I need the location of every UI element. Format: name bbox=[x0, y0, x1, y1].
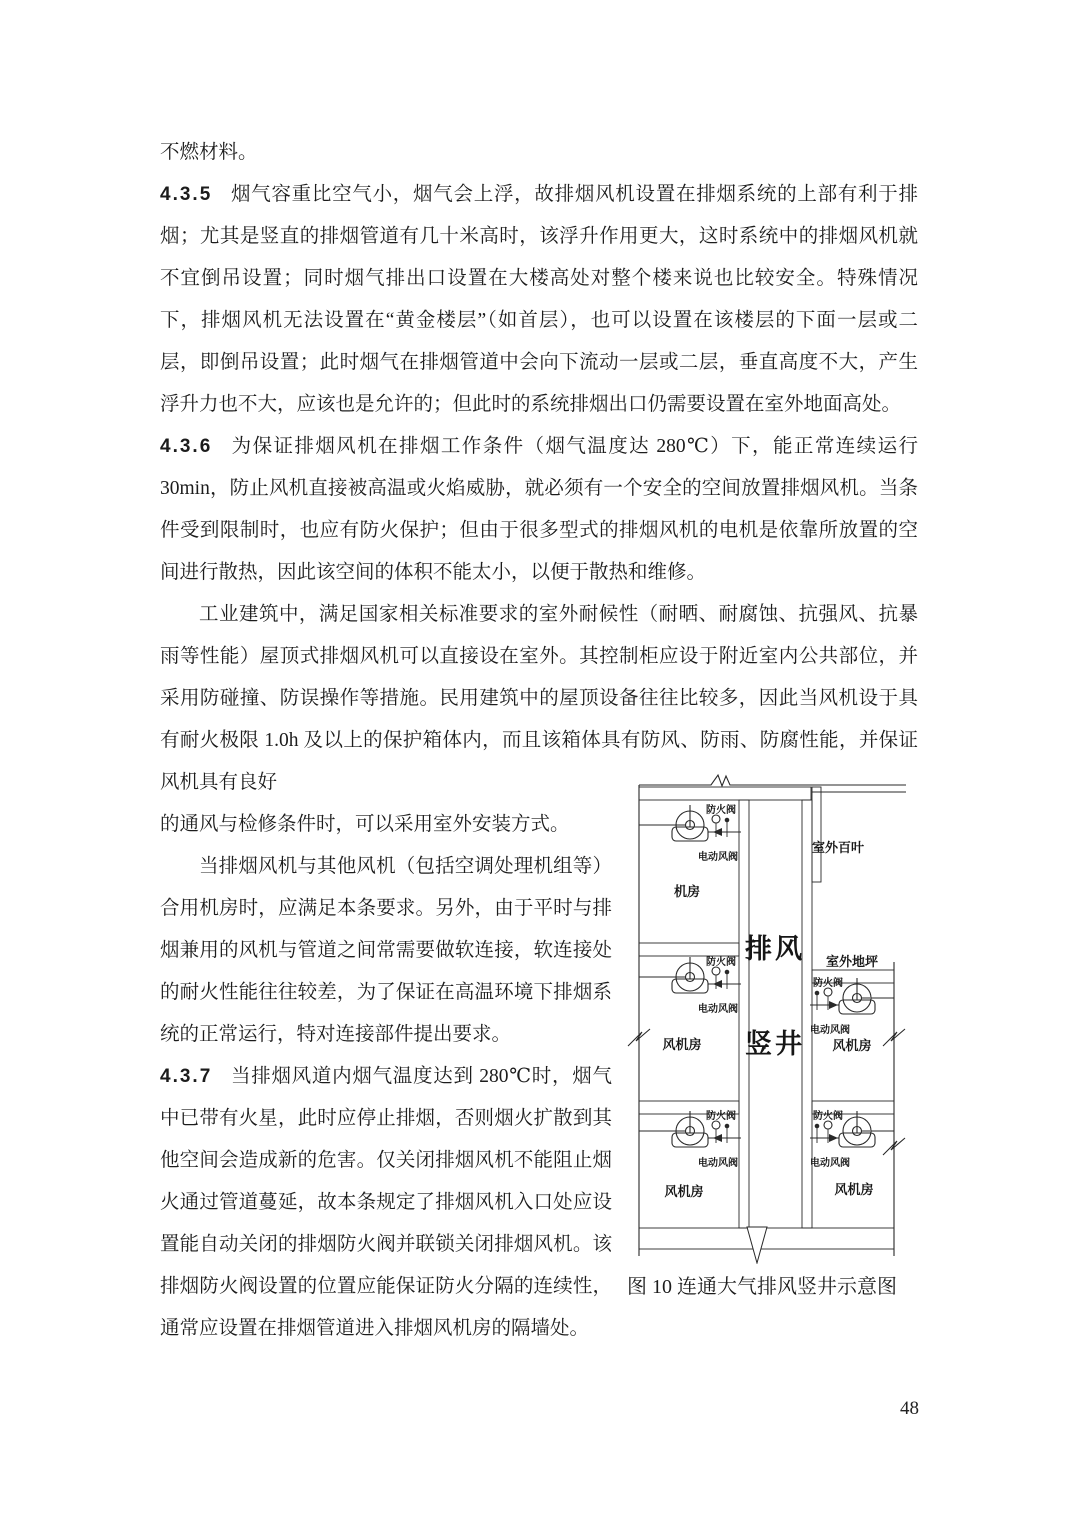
fire-damper-label: 防火阀 bbox=[706, 957, 736, 968]
paragraph-4-3-7 bbox=[160, 1056, 612, 1350]
paragraph-4-3-5 bbox=[160, 174, 918, 426]
page-number: 48 bbox=[900, 1398, 919, 1419]
exhaust-shaft-schematic bbox=[616, 772, 908, 1264]
fan-unit-right bbox=[810, 976, 894, 1036]
paragraph-continuation: 不燃材料。 bbox=[160, 142, 258, 163]
figure-caption: 图 10 连通大气排风竖井示意图 bbox=[627, 1276, 897, 1298]
figure-exhaust-shaft-diagram bbox=[616, 772, 908, 1299]
fire-damper-label: 防火阀 bbox=[813, 978, 843, 989]
shaft-label-line1: 排风 bbox=[745, 934, 805, 964]
fire-damper-label: 防火阀 bbox=[813, 1111, 843, 1122]
shaft-label-line2: 竖井 bbox=[745, 1029, 805, 1059]
paragraph-wrap-continuation: 的通风与检修条件时，可以采用室外安装方式。 bbox=[160, 814, 570, 835]
room-label-fan-room-left-mid: 风机房 bbox=[662, 1037, 702, 1052]
shaft-left-wall bbox=[739, 800, 749, 1228]
fan-unit-left bbox=[639, 803, 741, 863]
bottom-break-notch bbox=[747, 1227, 767, 1263]
section-number-4-3-5: 4.3.5 bbox=[160, 184, 213, 205]
fan-unit-left bbox=[639, 955, 741, 1015]
paragraph-text: 为保证排烟风机在排烟工作条件（烟气温度达 280℃）下，能正常连续运行 30min，防止风机直接被高温或火焰威胁，就必须有一个安全的空间放置排烟风机。当条件受到限制时，也应有防火保护；但由于很多型式的排烟风机的电机是依靠所放置的空间进行散热，因此该空间的体积不能太小，以便于散热和维修。 bbox=[160, 436, 918, 583]
electric-damper-label: 电动风阀 bbox=[698, 1158, 738, 1169]
electric-damper-label: 电动风阀 bbox=[698, 852, 738, 863]
outdoor-louver-label: 室外百叶 bbox=[811, 840, 865, 855]
fire-damper-label: 防火阀 bbox=[706, 805, 736, 816]
electric-damper-label: 电动风阀 bbox=[810, 1025, 850, 1036]
electric-damper-label: 电动风阀 bbox=[698, 1004, 738, 1015]
paragraph-4-3-6 bbox=[160, 426, 918, 594]
fire-damper-label: 防火阀 bbox=[706, 1111, 736, 1122]
paragraph-text: 烟气容重比空气小，烟气会上浮，故排烟风机设置在排烟系统的上部有利于排烟；尤其是竖直的排烟管道有几十米高时，该浮升作用更大，这时系统中的排烟风机就不宜倒吊设置；同时烟气排出口设置在大楼高处对整个楼来说也比较安全。特殊情况下，排烟风机无法设置在“黄金楼层”（如首层），也可以设置在该楼层的下面一层或二层，即倒吊设置；此时烟气在排烟管道中会向下流动一层或二层，垂直高度不大，产生浮升力也不大，应该也是允许的；但此时的系统排烟出口仍需要设置在室外地面高处。 bbox=[160, 184, 918, 415]
paragraph-industrial-buildings: 工业建筑中，满足国家相关标准要求的室外耐候性（耐晒、耐腐蚀、抗强风、抗暴雨等性能）屋顶式排烟风机可以直接设在室外。其控制柜应设于附近室内公共部位，并采用防碰撞、防误操作等措施。民用建筑中的屋顶设备往往比较多，因此当风机设于具有耐火极限 1.0h 及以上的保护箱体内，而且该箱体具有防风、防雨、防腐性能，并保证风机具有良好 bbox=[160, 604, 918, 793]
room-label-fan-room-left-bottom: 风机房 bbox=[664, 1184, 704, 1199]
outdoor-louver-hatch bbox=[812, 787, 821, 882]
bottom-floor-slab bbox=[639, 1228, 894, 1249]
section-number-4-3-7: 4.3.7 bbox=[160, 1066, 213, 1087]
room-label-fan-room-right-lower: 风机房 bbox=[834, 1182, 874, 1197]
room-label-fan-room-right-upper: 风机房 bbox=[832, 1038, 872, 1053]
top-floor-slab bbox=[639, 787, 811, 800]
section-number-4-3-6: 4.3.6 bbox=[160, 436, 213, 457]
electric-damper-label: 电动风阀 bbox=[810, 1158, 850, 1169]
outdoor-ground-label: 室外地坪 bbox=[825, 954, 879, 969]
top-slab-line-with-break bbox=[639, 775, 906, 786]
left-floor-slab-1 bbox=[639, 943, 739, 956]
room-label-machine-room: 机房 bbox=[673, 884, 701, 899]
fan-unit-left bbox=[639, 1109, 741, 1169]
paragraph-text: 当排烟风道内烟气温度达到 280℃时，烟气中已带有火星，此时应停止排烟，否则烟火扩散到其他空间会造成新的危害。仅关闭排烟风机不能阻止烟火通过管道蔓延，故本条规定了排烟风机入口处应设置能自动关闭的排烟防火阀并联锁关闭排烟风机。该排烟防火阀设置的位置应能保证防火分隔的连续性，通常应设置在排烟管道进入排烟风机房的隔墙处。 bbox=[160, 1066, 612, 1339]
paragraph-shared-fan-room: 当排烟风机与其他风机（包括空调处理机组等）合用机房时，应满足本条要求。另外，由于平时与排烟兼用的风机与管道之间常需要做软连接，软连接处的耐火性能往往较差，为了保证在高温环境下排烟系统的正常运行，特对连接部件提出要求。 bbox=[160, 856, 612, 1045]
fan-unit-right bbox=[810, 1109, 894, 1169]
